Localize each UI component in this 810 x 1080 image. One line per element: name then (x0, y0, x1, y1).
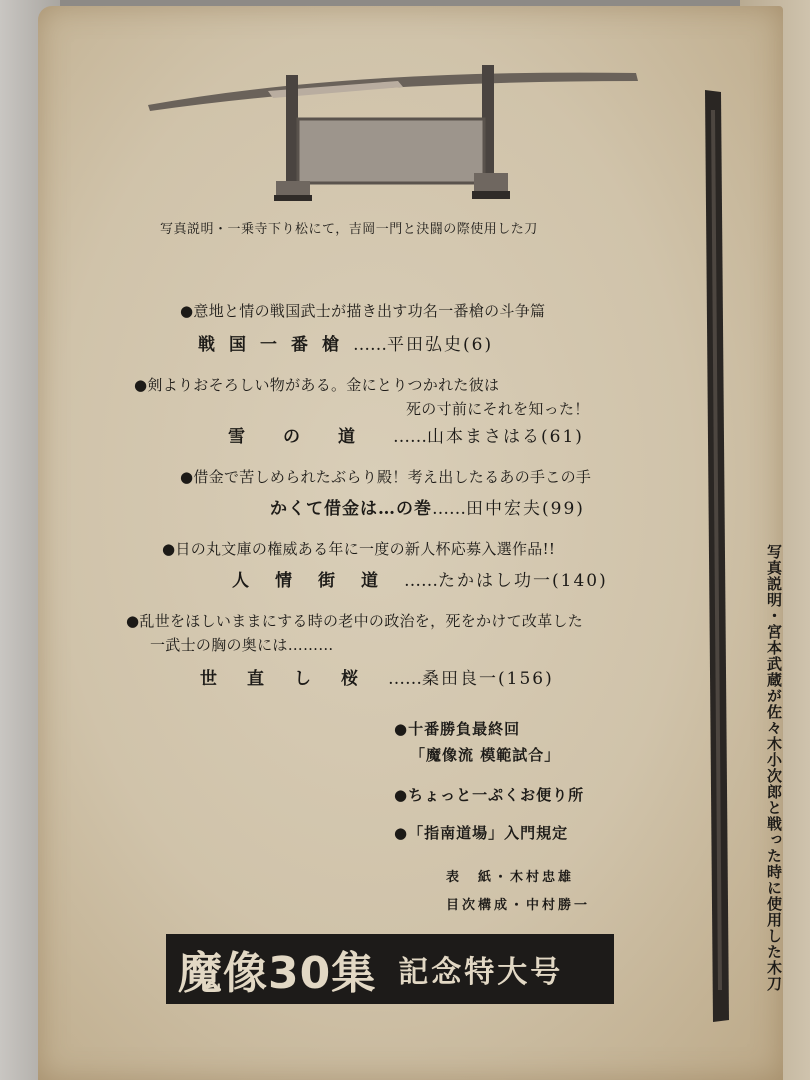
entry-4-title-line[interactable] (232, 566, 608, 591)
extra-dojo-rules[interactable]: ●「指南道場」入門規定 (394, 824, 569, 842)
credit-toc: 目次構成・中村勝一 (446, 898, 591, 913)
issue-banner (166, 934, 614, 1004)
entry-2-page: (61) (541, 427, 584, 447)
entry-3-title: かくて借金は…の巻 (270, 499, 432, 519)
entry-2-title-line[interactable] (228, 422, 584, 447)
entry-1-dots: …… (353, 335, 387, 355)
entry-5-author: 桑田良一 (422, 669, 498, 689)
extra-final-match-title[interactable]: 「魔像流 模範試合」 (410, 746, 561, 764)
entry-1-title: 戦国一番槍 (198, 335, 353, 355)
extra-final-match[interactable]: ●十番勝負最終回 (394, 720, 521, 738)
magazine-page (38, 6, 783, 1080)
entry-1-title-line[interactable] (198, 330, 493, 355)
banner-subtitle: 記念特大号 (398, 955, 564, 990)
entry-2-dots: …… (393, 427, 427, 447)
katana-photo (148, 61, 648, 211)
entry-3-title-line[interactable] (270, 494, 585, 519)
entry-3-author: 田中宏夫 (466, 499, 542, 519)
entry-5-dots: …… (388, 669, 422, 689)
extra-letters-corner[interactable]: ●ちょっと一ぷくお便り所 (394, 786, 585, 804)
entry-1-blurb: ●意地と情の戦国武士が描き出す功名一番槍の斗争篇 (180, 302, 546, 320)
entry-4-page: (140) (552, 571, 608, 591)
entry-4-title: 人情街道 (232, 571, 404, 591)
entry-2-blurb-2: 死の寸前にそれを知った！ (406, 400, 590, 418)
entry-5-title-line[interactable] (200, 664, 554, 689)
entry-2-author: 山本まさはる (427, 427, 541, 447)
side-photo-caption: 写真説明・宮本武蔵が佐々木小次郎と戦った時に使用した木刀 (765, 544, 783, 992)
entry-2-blurb-1: ●剣よりおそろしい物がある。金にとりつかれた彼は (134, 376, 500, 394)
entry-1-author: 平田弘史 (387, 335, 463, 355)
entry-4-dots: …… (404, 571, 438, 591)
entry-5-blurb-2: 一武士の胸の奥には……… (150, 636, 334, 654)
entry-4-blurb: ●日の丸文庫の権威ある年に一度の新人杯応募入選作品!! (162, 540, 556, 558)
entry-4-author: たかはし功一 (438, 571, 552, 591)
entry-2-title: 雪の道 (228, 427, 393, 447)
bokken-photo (703, 90, 733, 1025)
entry-1-page: (6) (463, 335, 494, 355)
banner-title: 魔像30集 (178, 948, 377, 999)
entry-3-page: (99) (542, 499, 585, 519)
entry-3-dots: …… (432, 499, 466, 519)
credit-cover: 表 紙・木村忠雄 (446, 870, 575, 885)
entry-5-blurb-1: ●乱世をほしいままにする時の老中の政治を，死をかけて改革した (126, 612, 584, 630)
entry-5-page: (156) (498, 669, 554, 689)
entry-5-title: 世直し桜 (200, 669, 388, 689)
top-photo-caption: 写真説明・一乗寺下り松にて，吉岡一門と決闘の際使用した刀 (160, 222, 538, 237)
entry-3-blurb: ●借金で苦しめられたぶらり殿！考え出したるあの手この手 (180, 468, 592, 486)
